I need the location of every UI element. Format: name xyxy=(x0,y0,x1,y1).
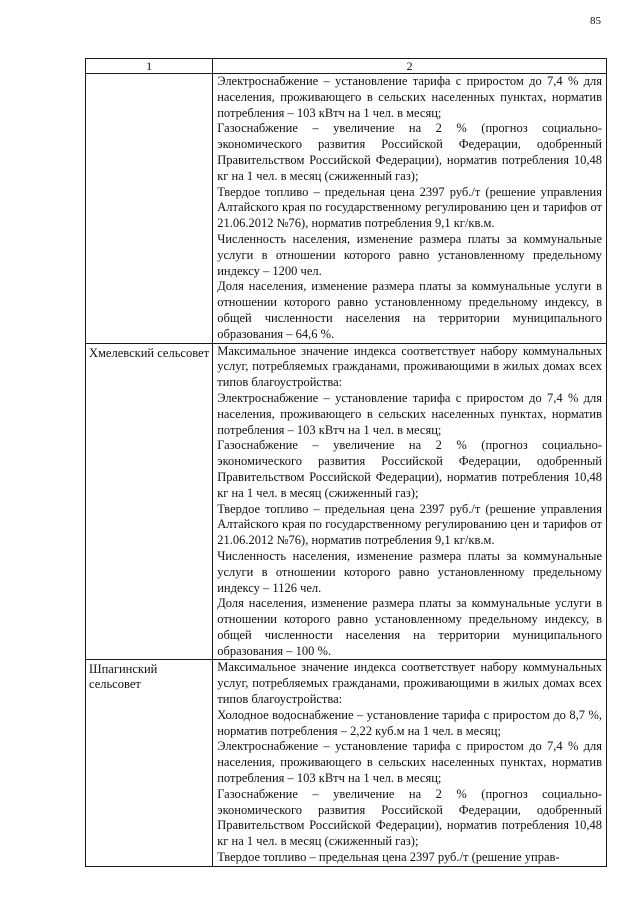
paragraph-electricity: Электроснабжение – установление тарифа с приростом до 7,4 % для населения, проживающего в сельских населенных пунктах, норматив потребления – 103 кВтч на 1 чел. в месяц; xyxy=(217,390,602,437)
paragraph-electricity: Электроснабжение – установление тарифа с приростом до 7,4 % для населения, проживающего в сельских населенных пунктах, норматив потребления – 103 кВтч на 1 чел. в месяц; xyxy=(217,739,602,786)
description-cell xyxy=(213,343,607,660)
column-header-1: 1 xyxy=(86,59,213,74)
paragraph-population-share: Доля населения, изменение размера платы за коммунальные услуги в отношении которого равно установленному предельному индексу, в общей численности населения на территории муниципального образования – 100 %. xyxy=(217,596,602,658)
paragraph-population-count: Численность населения, изменение размера платы за коммунальные услуги в отношении которого равно установленному предельному индексу – 1126 чел. xyxy=(217,548,602,595)
paragraph-gas: Газоснабжение – увеличение на 2 % (прогноз социально-экономического развития Российской Федерации, одобренный Правительством Российской Федерации), норматив потребления 10,48 кг на 1 чел. в месяц (сжиженный газ); xyxy=(217,121,602,183)
paragraph-gas: Газоснабжение – увеличение на 2 % (прогноз социально-экономического развития Российской Федерации, одобренный Правительством Российской Федерации), норматив потребления 10,48 кг на 1 чел. в месяц (сжиженный газ); xyxy=(217,438,602,500)
description-cell xyxy=(213,74,607,344)
region-cell: Шпагинский сельсовет xyxy=(86,660,213,866)
indices-table xyxy=(85,58,607,867)
paragraph-max-index: Максимальное значение индекса соответствует набору коммунальных услуг, потребляемых гражданами, проживающими в жилых домах всех типов благоустройства: xyxy=(217,343,602,390)
region-cell xyxy=(86,74,213,344)
page-number: 85 xyxy=(590,15,601,27)
paragraph-max-index: Максимальное значение индекса соответствует набору коммунальных услуг, потребляемых гражданами, проживающими в жилых домах всех типов благоустройства: xyxy=(217,660,602,707)
paragraph-population-count: Численность населения, изменение размера платы за коммунальные услуги в отношении которого равно установленному предельному индексу – 1200 чел. xyxy=(217,231,602,278)
column-header-2: 2 xyxy=(213,59,607,74)
table-row xyxy=(86,660,607,866)
paragraph-electricity: Электроснабжение – установление тарифа с приростом до 7,4 % для населения, проживающего в сельских населенных пунктах, норматив потребления – 103 кВтч на 1 чел. в месяц; xyxy=(217,74,602,120)
paragraph-gas: Газоснабжение – увеличение на 2 % (прогноз социально-экономического развития Российской Федерации, одобренный Правительством Российской Федерации), норматив потребления 10,48 кг на 1 чел. в месяц (сжиженный газ); xyxy=(217,786,602,849)
table-row xyxy=(86,343,607,660)
table-header-row xyxy=(86,59,607,74)
region-cell: Хмелевский сельсовет xyxy=(86,343,213,660)
paragraph-solid-fuel: Твердое топливо – предельная цена 2397 руб./т (решение управления Алтайского края по государственному регулированию цен и тарифов от 21.06.2012 №76), норматив потребления 9,1 кг/кв.м. xyxy=(217,501,602,548)
table-row xyxy=(86,74,607,344)
paragraph-solid-fuel: Твердое топливо – предельная цена 2397 руб./т (решение управления Алтайского края по государственному регулированию цен и тарифов от 21.06.2012 №76), норматив потребления 9,1 кг/кв.м. xyxy=(217,184,602,231)
paragraph-cold-water: Холодное водоснабжение – установление тарифа с приростом до 8,7 %, норматив потребления – 2,22 куб.м на 1 чел. в месяц; xyxy=(217,707,602,738)
paragraph-population-share: Доля населения, изменение размера платы за коммунальные услуги в отношении которого равно установленному предельному индексу, в общей численности населения на территории муниципального образования – 64,6 %. xyxy=(217,279,602,341)
description-cell xyxy=(213,660,607,866)
paragraph-solid-fuel: Твердое топливо – предельная цена 2397 руб./т (решение управ- xyxy=(217,850,560,865)
